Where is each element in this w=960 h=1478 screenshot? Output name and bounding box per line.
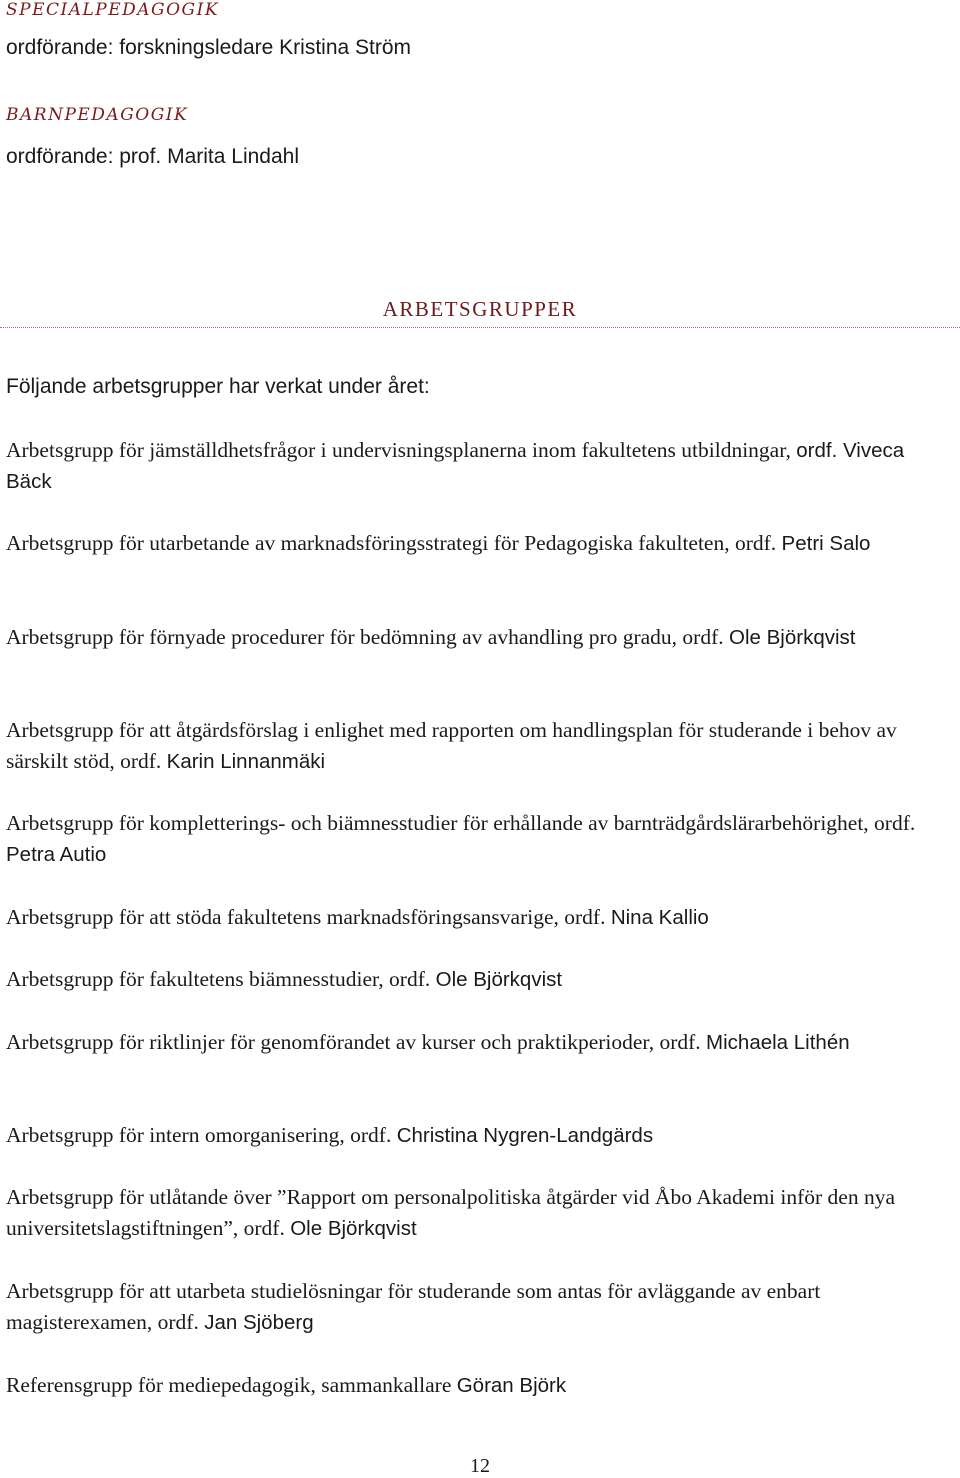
list-item: Arbetsgrupp för riktlinjer för genomförandet av kurser och praktikperioder, ordf. Michaela Lithén <box>6 1030 850 1054</box>
list-item: Arbetsgrupp för kompletterings- och biämnesstudier för erhållande av barnträdgårdslärarbehörighet, ordf. Petra Autio <box>6 811 916 866</box>
list-item: Arbetsgrupp för att utarbeta studielösningar för studerande som antas för avläggande av enbart magisterexamen, ordf. Jan Sjöberg <box>6 1279 821 1334</box>
section-heading-barnpedagogik: BARNPEDAGOGIK <box>6 105 189 125</box>
list-item: Arbetsgrupp för utarbetande av marknadsföringsstrategi för Pedagogiska fakulteten, ordf. Petri Salo <box>6 531 871 555</box>
section-title-arbetsgrupper: ARBETSGRUPPER <box>382 297 578 321</box>
section-heading-specialpedagogik: SPECIALPEDAGOGIK <box>6 0 220 20</box>
section-chair-barnpedagogik: ordförande: prof. Marita Lindahl <box>6 145 300 168</box>
list-item: Arbetsgrupp för förnyade procedurer för bedömning av avhandling pro gradu, ordf. Ole Björkqvist <box>6 625 856 649</box>
list-item: Referensgrupp för mediepedagogik, sammankallare Göran Björk <box>6 1373 567 1397</box>
list-item: Arbetsgrupp för att åtgärdsförslag i enlighet med rapporten om handlingsplan för studerande i behov av särskilt stöd, ordf. Karin Linnanmäki <box>6 718 897 773</box>
list-item: Arbetsgrupp för att stöda fakultetens marknadsföringsansvarige, ordf. Nina Kallio <box>6 905 709 929</box>
list-item: Arbetsgrupp för utlåtande över ”Rapport om personalpolitiska åtgärder vid Åbo Akademi inför den nya universitetslagstiftningen”, ordf. Ole Björkqvist <box>6 1185 896 1240</box>
page-number: 12 <box>470 1455 490 1477</box>
list-item: Arbetsgrupp för jämställdhetsfrågor i undervisningsplanerna inom fakultetens utbildningar, ordf. Viveca Bäck <box>6 438 905 493</box>
section-chair-specialpedagogik: ordförande: forskningsledare Kristina Ström <box>6 36 412 59</box>
arbetsgrupper-intro: Följande arbetsgrupper har verkat under året: <box>6 375 430 398</box>
list-item: Arbetsgrupp för intern omorganisering, ordf. Christina Nygren-Landgärds <box>6 1123 654 1147</box>
list-item: Arbetsgrupp för fakultetens biämnesstudier, ordf. Ole Björkqvist <box>6 967 563 991</box>
heading-divider <box>0 327 960 328</box>
